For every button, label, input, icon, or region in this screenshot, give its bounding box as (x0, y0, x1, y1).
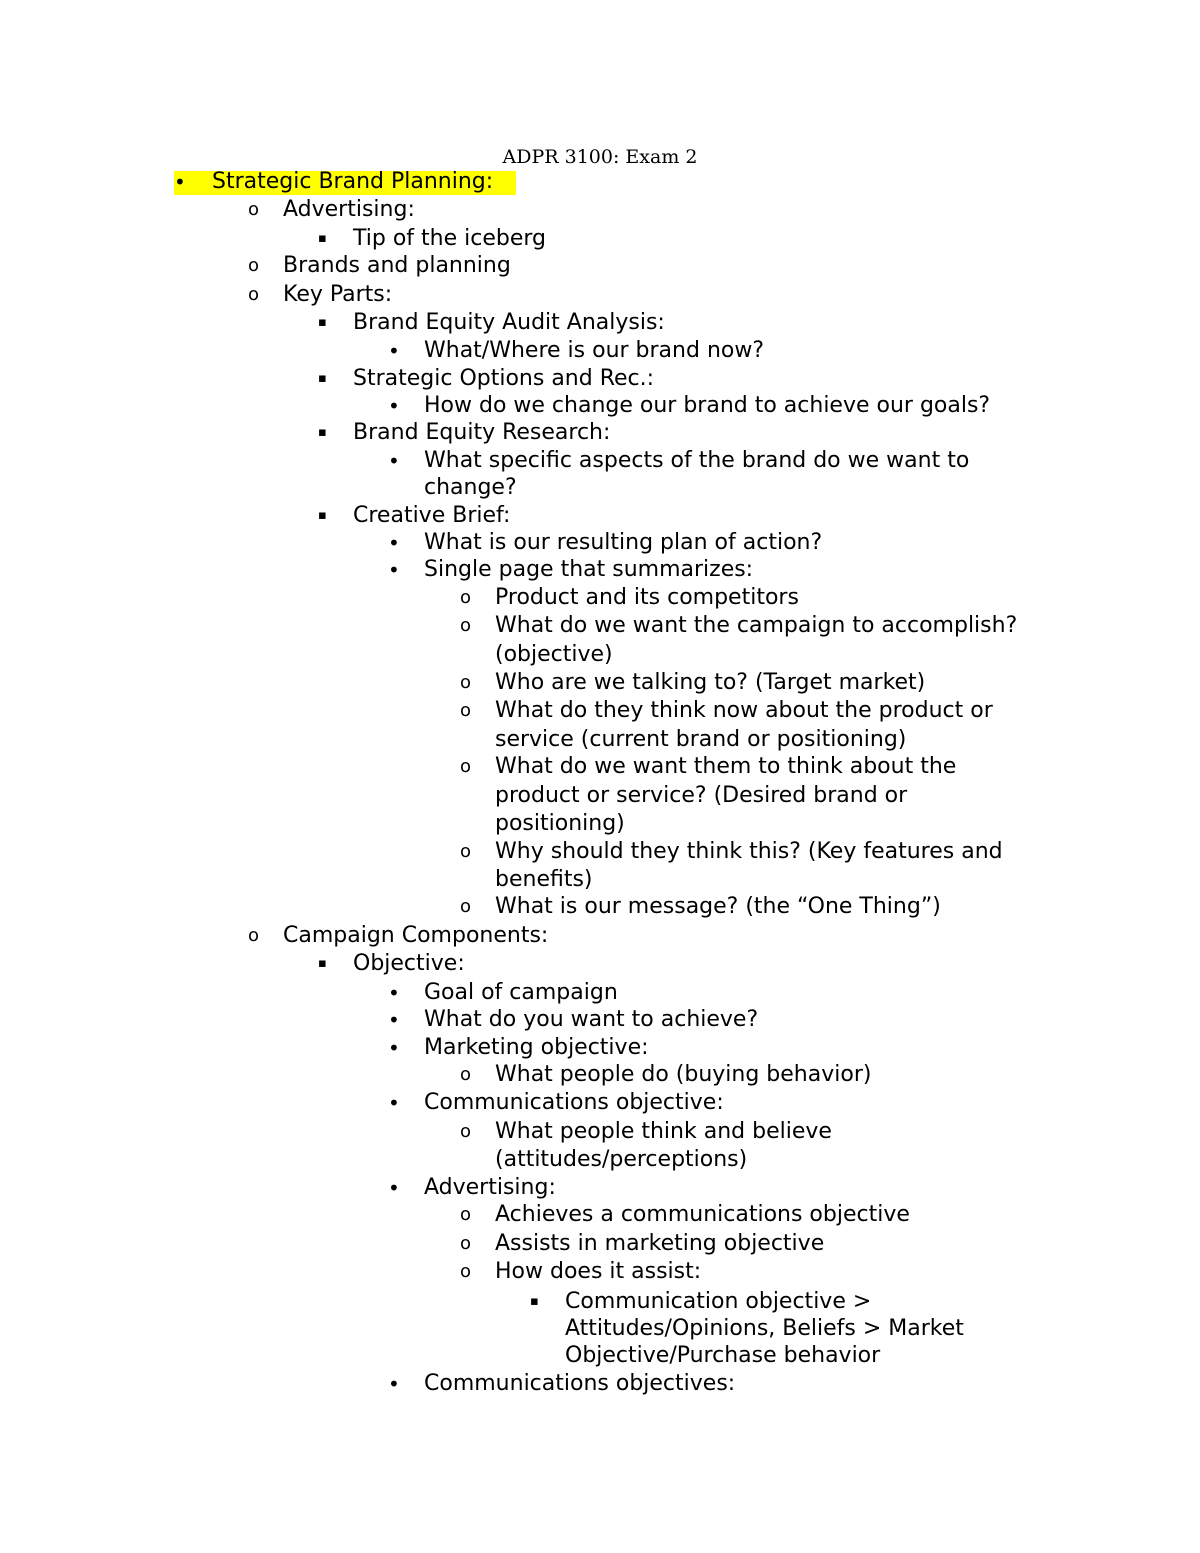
outline-line (0, 1258, 1200, 1286)
bullet-square-icon: ▪ (318, 231, 327, 246)
outline-line (0, 225, 1200, 253)
bullet-dot-icon: • (388, 558, 400, 582)
outline-text: Advertising: (283, 197, 415, 222)
bullet-dot-icon: • (174, 170, 186, 194)
outline-text: Communications objectives: (424, 1371, 736, 1396)
outline-line (0, 392, 1200, 420)
outline-text: positioning) (495, 811, 625, 836)
bullet-square-icon: ▪ (318, 956, 327, 971)
bullet-circle-icon: o (460, 587, 472, 608)
outline-line (0, 419, 1200, 447)
outline-line (0, 1288, 1200, 1316)
outline-line (0, 1118, 1200, 1146)
outline-text: Single page that summarizes: (424, 557, 754, 582)
outline-text: Objective: (353, 951, 465, 976)
outline-text: change? (424, 475, 517, 500)
bullet-dot-icon: • (388, 339, 400, 363)
outline-text: Brands and planning (283, 253, 511, 278)
bullet-circle-icon: o (460, 1261, 472, 1282)
outline-line (0, 1006, 1200, 1034)
outline-text: What do we want them to think about the (495, 754, 957, 779)
outline-line (0, 1201, 1200, 1229)
bullet-dot-icon: • (388, 531, 400, 555)
bullet-circle-icon: o (460, 841, 472, 862)
outline-line (0, 365, 1200, 393)
outline-text: Tip of the iceberg (353, 226, 546, 251)
outline-text: Strategic Options and Rec.: (353, 366, 655, 391)
bullet-dot-icon: • (388, 1091, 400, 1115)
outline-text: Marketing objective: (424, 1035, 649, 1060)
outline-line (0, 447, 1200, 475)
outline-line (0, 1315, 1200, 1343)
outline-line (0, 810, 1200, 838)
outline-text: Advertising: (424, 1175, 556, 1200)
outline-text: Why should they think this? (Key features and (495, 839, 1003, 864)
outline-text: What specific aspects of the brand do we want to (424, 448, 970, 473)
bullet-dot-icon: • (388, 1036, 400, 1060)
outline-line (0, 866, 1200, 894)
outline-line (0, 950, 1200, 978)
bullet-circle-icon: o (248, 199, 260, 220)
outline-line (0, 612, 1200, 640)
outline-line (0, 979, 1200, 1007)
outline-line (0, 669, 1200, 697)
outline-line (0, 641, 1200, 669)
bullet-circle-icon: o (460, 1233, 472, 1254)
outline-line (0, 1342, 1200, 1370)
outline-text: What do you want to achieve? (424, 1007, 759, 1032)
outline-line (0, 252, 1200, 280)
outline-line (0, 502, 1200, 530)
outline-line (0, 474, 1200, 502)
outline-text: What do they think now about the product or (495, 698, 993, 723)
document-title: ADPR 3100: Exam 2 (502, 146, 698, 168)
outline-text: Communications objective: (424, 1090, 724, 1115)
bullet-circle-icon: o (460, 756, 472, 777)
outline-line (0, 1146, 1200, 1174)
outline-text: Brand Equity Audit Analysis: (353, 310, 665, 335)
outline-text: Attitudes/Opinions, Beliefs > Market (565, 1316, 964, 1341)
outline-text: Assists in marketing objective (495, 1231, 825, 1256)
outline-text: How do we change our brand to achieve our goals? (424, 393, 991, 418)
outline-text: Campaign Components: (283, 923, 549, 948)
outline-line (0, 1370, 1200, 1398)
outline-line (0, 697, 1200, 725)
outline-text: Objective/Purchase behavior (565, 1343, 881, 1368)
outline-text: What people think and believe (495, 1119, 832, 1144)
outline-line (0, 782, 1200, 810)
outline-text: Who are we talking to? (Target market) (495, 670, 926, 695)
outline-line (0, 753, 1200, 781)
bullet-square-icon: ▪ (318, 371, 327, 386)
outline-line (0, 529, 1200, 557)
outline-line (0, 337, 1200, 365)
outline-line (0, 1061, 1200, 1089)
outline-text: Brand Equity Research: (353, 420, 611, 445)
outline-text: Communication objective > (565, 1289, 872, 1314)
bullet-square-icon: ▪ (530, 1294, 539, 1309)
outline-text: What do we want the campaign to accomplish? (495, 613, 1018, 638)
outline-text: What people do (buying behavior) (495, 1062, 872, 1087)
outline-line (0, 1034, 1200, 1062)
bullet-circle-icon: o (460, 896, 472, 917)
outline-text: Goal of campaign (424, 980, 618, 1005)
outline-line (0, 726, 1200, 754)
outline-line (0, 922, 1200, 950)
bullet-circle-icon: o (460, 615, 472, 636)
bullet-dot-icon: • (388, 394, 400, 418)
bullet-square-icon: ▪ (318, 425, 327, 440)
outline-text: Strategic Brand Planning: (212, 169, 494, 194)
outline-text: (objective) (495, 642, 613, 667)
outline-text: What is our message? (the “One Thing”) (495, 894, 941, 919)
outline-text: Creative Brief: (353, 503, 511, 528)
bullet-dot-icon: • (388, 449, 400, 473)
outline-line (0, 1230, 1200, 1258)
bullet-circle-icon: o (248, 925, 260, 946)
outline-line (0, 584, 1200, 612)
outline-line (0, 196, 1200, 224)
outline-line (0, 1174, 1200, 1202)
outline-text: (attitudes/perceptions) (495, 1147, 748, 1172)
outline-text: What is our resulting plan of action? (424, 530, 823, 555)
bullet-circle-icon: o (460, 1064, 472, 1085)
outline-line (0, 281, 1200, 309)
bullet-dot-icon: • (388, 981, 400, 1005)
outline-line (0, 309, 1200, 337)
outline-line (0, 168, 1200, 196)
bullet-circle-icon: o (460, 1121, 472, 1142)
outline-text: How does it assist: (495, 1259, 702, 1284)
bullet-circle-icon: o (248, 255, 260, 276)
outline-text: What/Where is our brand now? (424, 338, 765, 363)
outline-text: Key Parts: (283, 282, 393, 307)
outline-text: product or service? (Desired brand or (495, 783, 908, 808)
bullet-circle-icon: o (460, 1204, 472, 1225)
outline-text: Product and its competitors (495, 585, 799, 610)
bullet-dot-icon: • (388, 1372, 400, 1396)
outline-line (0, 838, 1200, 866)
bullet-dot-icon: • (388, 1008, 400, 1032)
bullet-dot-icon: • (388, 1176, 400, 1200)
bullet-circle-icon: o (460, 700, 472, 721)
outline-text: Achieves a communications objective (495, 1202, 910, 1227)
outline-line (0, 556, 1200, 584)
outline-line (0, 1089, 1200, 1117)
bullet-circle-icon: o (460, 672, 472, 693)
bullet-circle-icon: o (248, 284, 260, 305)
outline-line (0, 893, 1200, 921)
outline-text: service (current brand or positioning) (495, 727, 907, 752)
outline-text: benefits) (495, 867, 593, 892)
bullet-square-icon: ▪ (318, 508, 327, 523)
bullet-square-icon: ▪ (318, 315, 327, 330)
